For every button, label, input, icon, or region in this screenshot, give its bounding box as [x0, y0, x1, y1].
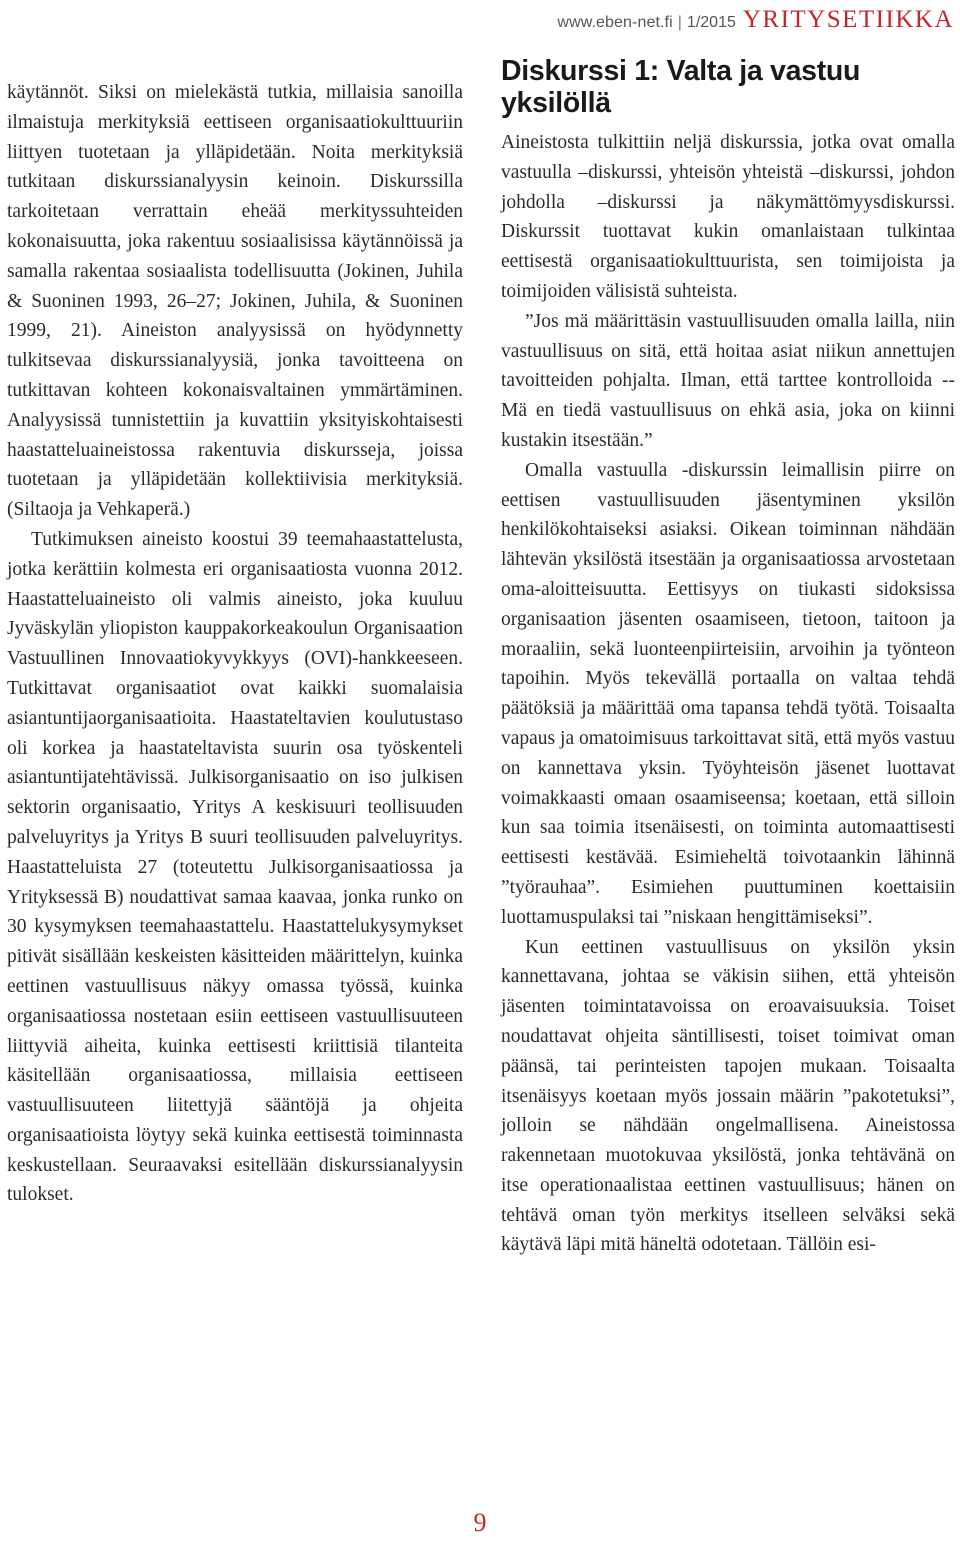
- interview-quote: ”Jos mä määrittäsin vastuullisuuden omalla lailla, niin vastuullisuus on sitä, että hoitaa asiat niikun annettujen tavoitteiden pohjalta. Ilman, että tarttee kontrolloida -- Mä en tiedä vastuullisuus on ehkä asia, joka on kiinni kustakin itsestään.”: [501, 310, 955, 451]
- left-column: [7, 78, 463, 1210]
- body-paragraph: Tutkimuksen aineisto koostui 39 teemahaastattelusta, jotka kerättiin kolmesta eri organisaatiosta vuonna 2012. Haastatteluaineisto oli valmis aineisto, joka kuuluu Jyväskylän yliopiston kauppakorkeakoulun Organisaation Vastuullinen Innovaatiokyvykkyys (OVI)-hankkeeseen. Tutkittavat organisaatiot ovat kaikki suomalaisia asiantuntijaorganisaatioita. Haastateltavien koulutustaso oli korkea ja haastateltavista suurin osa työskenteli asiantuntijatehtävissä. Julkisorganisaatio on iso julkisen sektorin organisaatio, Yritys A keskisuuri teollisuuden palveluyritys ja Yritys B suuri teollisuuden palveluyritys. Haastatteluista 27 (toteutettu Julkisorganisaatiossa ja Yrityksessä B) noudattivat samaa kaavaa, jonka runko on 30 kysymyksen teemahaastattelu. Haastattelukysymykset pitivät sisällään keskeisten käsitteiden määrittelyn, kuinka eettinen vastuullisuus näkyy omassa työssä, kuinka organisaatiossa nostetaan esiin eettiseen vastuullisuuteen liittyviä aiheita, kuinka eettisesti kriittisiä tilanteita käsitellään organisaatiossa, millaisia eettiseen vastuullisuuteen liitettyjä sääntöjä ja ohjeita organisaatioista löytyy sekä kuinka eettisestä toiminnasta keskustellaan. Seuraavaksi esitellään diskurssianalyysin tulokset.: [7, 528, 463, 1206]
- body-paragraph: Kun eettinen vastuullisuus on yksilön yksin kannettavana, johtaa se väkisin siihen, että yhteisön jäsenten toimintatavoissa on eroavaisuuksia. Toiset noudattavat ohjeita säntillisesti, toiset toimivat oman päänsä, tai perinteisten tapojen mukaan. Toisaalta itsenäisyys koetaan myös jossain määrin ”pakotetuksi”, jolloin se nähdään ongelmallisena. Aineistossa rakennetaan muotokuvaa yksilöstä, jonka tehtävänä on itse operationaalistaa eettinen vastuullisuus; hänen on tehtävä oman työn merkitys itselleen selväksi sekä käytävä läpi mitä häneltä odotetaan. Tällöin esi-: [501, 936, 955, 1256]
- website-url[interactable]: www.eben-net.fi: [557, 14, 673, 31]
- section-label: YRITYSETIIKKA: [742, 6, 954, 33]
- page-number: 9: [473, 1508, 487, 1537]
- header-separator: |: [677, 14, 682, 31]
- page-header: [557, 6, 954, 34]
- section-heading: Diskurssi 1: Valta ja vastuu yksilöllä: [501, 55, 861, 119]
- body-paragraph: Aineistosta tulkittiin neljä diskurssia, jotka ovat omalla vastuulla –diskurssi, yhteisön yhteistä –diskurssi, johdon johdolla –diskurssi ja näkymättömyysdiskurssi. Diskurssit tuottavat kukin omanlaistaan tulkintaa eettisestä organisaatiokulttuurista, sen toimijoista ja toimijoiden välisistä suhteista.: [501, 132, 955, 302]
- body-paragraph: käytännöt. Siksi on mielekästä tutkia, millaisia sanoilla ilmaistuja merkityksiä eettiseen organisaatiokulttuuriin liittyen tuotetaan ja ylläpidetään. Noita merkityksiä tutkitaan diskurssianalyysin keinoin. Diskurssilla tarkoitetaan verrattain eheää merkityssuhteiden kokonaisuutta, joka rakentuu sosiaalisissa käytännöissä ja samalla rakentaa sosiaalista todellisuutta (Jokinen, Juhila & Suoninen 1993, 26–27; Jokinen, Juhila, & Suoninen 1999, 21). Aineiston analyysissä on hyödynnetty tulkitsevaa diskurssianalyysiä, jonka tavoitteena on tutkittavan kohteen kokonaisvaltainen ymmärtäminen. Analyysissä tunnistettiin ja kuvattiin yksityiskohtaisesti haastatteluaineistossa rakentuvia diskursseja, joissa tuotetaan ja ylläpidetään kollektiivisia merkityksiä. (Siltaoja ja Vehkaperä.): [7, 82, 463, 521]
- body-paragraph: Omalla vastuulla -diskurssin leimallisin piirre on eettisen vastuullisuuden jäsentyminen yksilön henkilökohtaiseksi asiaksi. Oikean toiminnan nähdään lähtevän yksilöstä itsestään ja organisaatiossa arvostetaan oma-aloitteisuutta. Eettisyys on tiukasti sidoksissa organisaation jäsenten osaamiseen, tietoon, taitoon ja moraaliin, sekä luonteenpiirteisiin, arvoihin ja työnteon tapoihin. Myös tekevällä portaalla on valtaa tehdä päätöksiä ja määrittää oma tapansa tehdä työtä. Toisaalta vapaus ja omatoimisuus tarkoittavat sitä, että myös vastuu on kannettava yksin. Työyhteisön jäsenet luottavat voimakkaasti omaan osaamiseensa; koetaan, että silloin kun saa toimia itsenäisesti, on toiminta automaattisesti eettisesti kestävää. Esimieheltä toivotaankin lähinnä ”työrauhaa”. Esimiehen puuttuminen koettaisiin luottamuspulaksi tai ”niskaan hengittämiseksi”.: [501, 459, 955, 928]
- issue-number: 1/2015: [686, 14, 736, 31]
- right-column: [501, 55, 955, 1260]
